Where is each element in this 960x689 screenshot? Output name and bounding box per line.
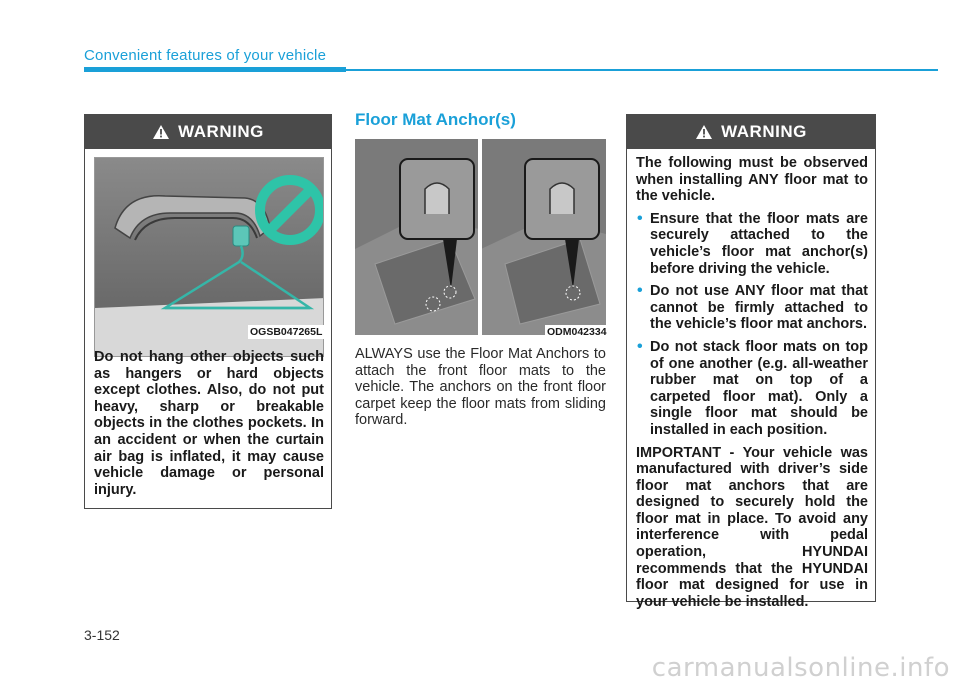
right-warning-important: IMPORTANT - Your vehicle was manufactured with driver’s side floor mat anchors that are designed to securely hold the floor mat in place. To avoid any interference with pedal operation, HYUNDAI recommends that the HYUNDAI floor mat designed for use in your vehicle be installed. xyxy=(636,444,868,610)
left-image-code: OGSB047265L xyxy=(250,326,323,338)
bullet-dot-icon: • xyxy=(637,282,643,300)
section-title: Floor Mat Anchor(s) xyxy=(355,110,516,129)
warning-triangle-icon xyxy=(152,124,170,140)
list-item xyxy=(636,283,868,333)
right-warning-intro: The following must be observed when installing ANY floor mat to the vehicle. xyxy=(636,155,868,205)
header-rule-thick xyxy=(84,67,346,72)
right-warning-box xyxy=(626,114,876,610)
bullet-text: Ensure that the floor mats are securely attached to the vehicle’s floor mat anchor(s) before driving the vehicle. xyxy=(650,210,868,277)
watermark: carmanualsonline.info xyxy=(651,653,950,683)
section-body-text: ALWAYS use the Floor Mat Anchors to attach the front floor mats to the vehicle. The anchors on the front floor carpet keep the floor mats from sliding forward. xyxy=(355,346,606,429)
bullet-text: Do not use ANY floor mat that cannot be firmly attached to the vehicle’s floor mat anchors. xyxy=(650,283,868,333)
list-item xyxy=(636,211,868,277)
floor-mat-anchor-photo xyxy=(355,139,606,335)
mid-image-code: ODM042334 xyxy=(547,326,607,338)
right-warning-header xyxy=(627,115,875,149)
left-warning-heading: WARNING xyxy=(178,122,264,141)
bullet-text: Do not stack floor mats on top of one another (e.g. all-weather rubber mat on top of a carpeted floor mat). Only a single floor mat should be installed in each position. xyxy=(650,338,868,438)
left-warning-box xyxy=(84,114,332,509)
left-warning-text: Do not hang other objects such as hangers or hard objects except clothes. Also, do not put heavy, sharp or breakable objects in the clothes pockets. In an accident or when the curtain air bag is inflated, it may cause vehicle damage or personal injury. xyxy=(94,349,324,498)
right-warning-heading: WARNING xyxy=(721,122,807,141)
warning-triangle-icon xyxy=(695,124,713,140)
section-header-title: Convenient features of your vehicle xyxy=(84,47,327,64)
left-warning-header xyxy=(85,115,331,149)
list-item xyxy=(636,339,868,439)
header-rule-thin xyxy=(346,69,938,71)
bullet-dot-icon: • xyxy=(637,209,643,227)
bullet-dot-icon: • xyxy=(637,337,643,355)
page-number: 3-152 xyxy=(84,627,120,643)
right-warning-body xyxy=(636,155,868,616)
